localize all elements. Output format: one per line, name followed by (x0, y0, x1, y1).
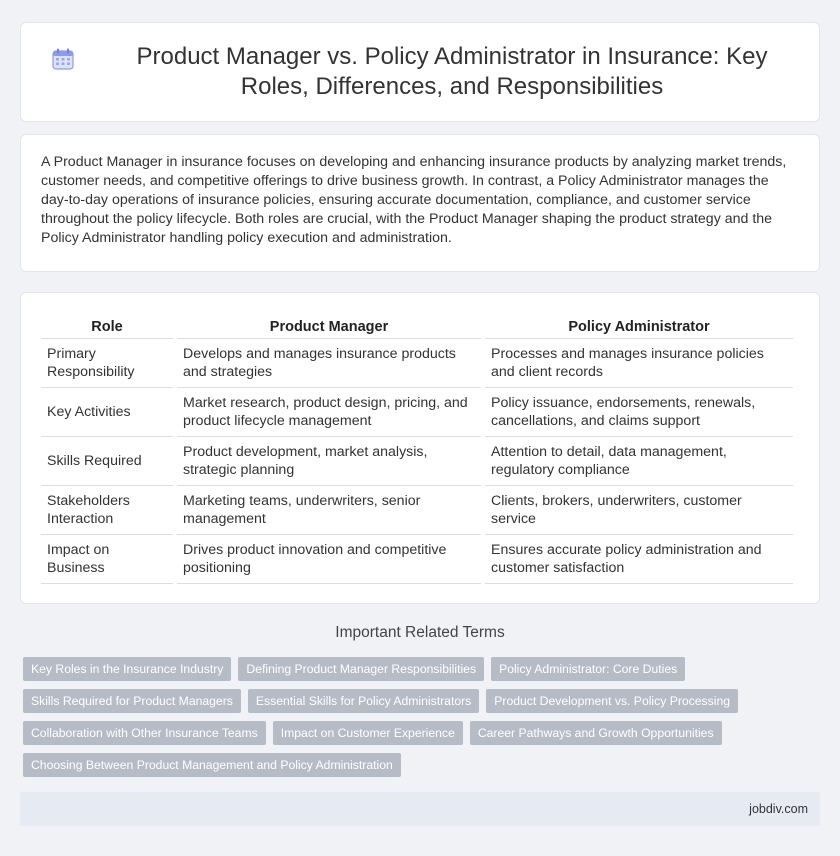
comparison-table-card (20, 292, 820, 604)
header-card (20, 22, 820, 122)
related-term-tag[interactable]: Skills Required for Product Managers (23, 689, 241, 713)
table-row (41, 535, 793, 584)
column-header-product-manager: Product Manager (177, 311, 481, 339)
related-term-tag[interactable]: Impact on Customer Experience (273, 721, 463, 745)
table-header-row (41, 311, 793, 339)
product-manager-cell: Drives product innovation and competitive positioning (177, 535, 481, 584)
table-row (41, 388, 793, 437)
product-manager-cell: Market research, product design, pricing, and product lifecycle management (177, 388, 481, 437)
related-term-tag[interactable]: Career Pathways and Growth Opportunities (470, 721, 722, 745)
row-label: Impact on Business (41, 535, 173, 584)
related-term-tag[interactable]: Collaboration with Other Insurance Teams (23, 721, 266, 745)
row-label: Stakeholders Interaction (41, 486, 173, 535)
page-title: Product Manager vs. Policy Administrator in Insurance: Key Roles, Differences, and Responsibilities (136, 43, 768, 100)
column-header-role: Role (41, 311, 173, 339)
comparison-table (37, 311, 797, 584)
related-term-tag[interactable]: Policy Administrator: Core Duties (491, 657, 685, 681)
row-label: Primary Responsibility (41, 339, 173, 388)
policy-administrator-cell: Clients, brokers, underwriters, customer service (485, 486, 793, 535)
footer (20, 792, 820, 826)
related-terms-heading: Important Related Terms (335, 624, 505, 641)
related-term-tag[interactable]: Product Development vs. Policy Processing (486, 689, 738, 713)
product-manager-cell: Marketing teams, underwriters, senior management (177, 486, 481, 535)
footer-site-link[interactable]: jobdiv.com (749, 802, 808, 816)
related-term-tag[interactable]: Choosing Between Product Management and Policy Administration (23, 753, 401, 777)
row-label: Skills Required (41, 437, 173, 486)
row-label: Key Activities (41, 388, 173, 437)
column-header-policy-administrator: Policy Administrator (485, 311, 793, 339)
intro-paragraph: A Product Manager in insurance focuses on developing and enhancing insurance products by analyzing market trends, customer needs, and competitive offerings to drive business growth. In contrast, a Policy Administrator manages the day-to-day operations of insurance policies, ensuring accurate documentation, compliance, and customer service throughout the policy lifecycle. Both roles are crucial, with the Product Manager shaping the product strategy and the Policy Administrator handling policy execution and administration. (41, 154, 787, 246)
policy-administrator-cell: Processes and manages insurance policies and client records (485, 339, 793, 388)
table-row (41, 437, 793, 486)
policy-administrator-cell: Attention to detail, data management, regulatory compliance (485, 437, 793, 486)
table-row (41, 339, 793, 388)
policy-administrator-cell: Ensures accurate policy administration and customer satisfaction (485, 535, 793, 584)
intro-card (20, 134, 820, 272)
related-terms-list (23, 657, 823, 777)
related-term-tag[interactable]: Essential Skills for Policy Administrators (248, 689, 479, 713)
product-manager-cell: Develops and manages insurance products and strategies (177, 339, 481, 388)
related-term-tag[interactable]: Key Roles in the Insurance Industry (23, 657, 231, 681)
table-row (41, 486, 793, 535)
policy-administrator-cell: Policy issuance, endorsements, renewals, cancellations, and claims support (485, 388, 793, 437)
related-term-tag[interactable]: Defining Product Manager Responsibilities (238, 657, 484, 681)
product-manager-cell: Product development, market analysis, strategic planning (177, 437, 481, 486)
